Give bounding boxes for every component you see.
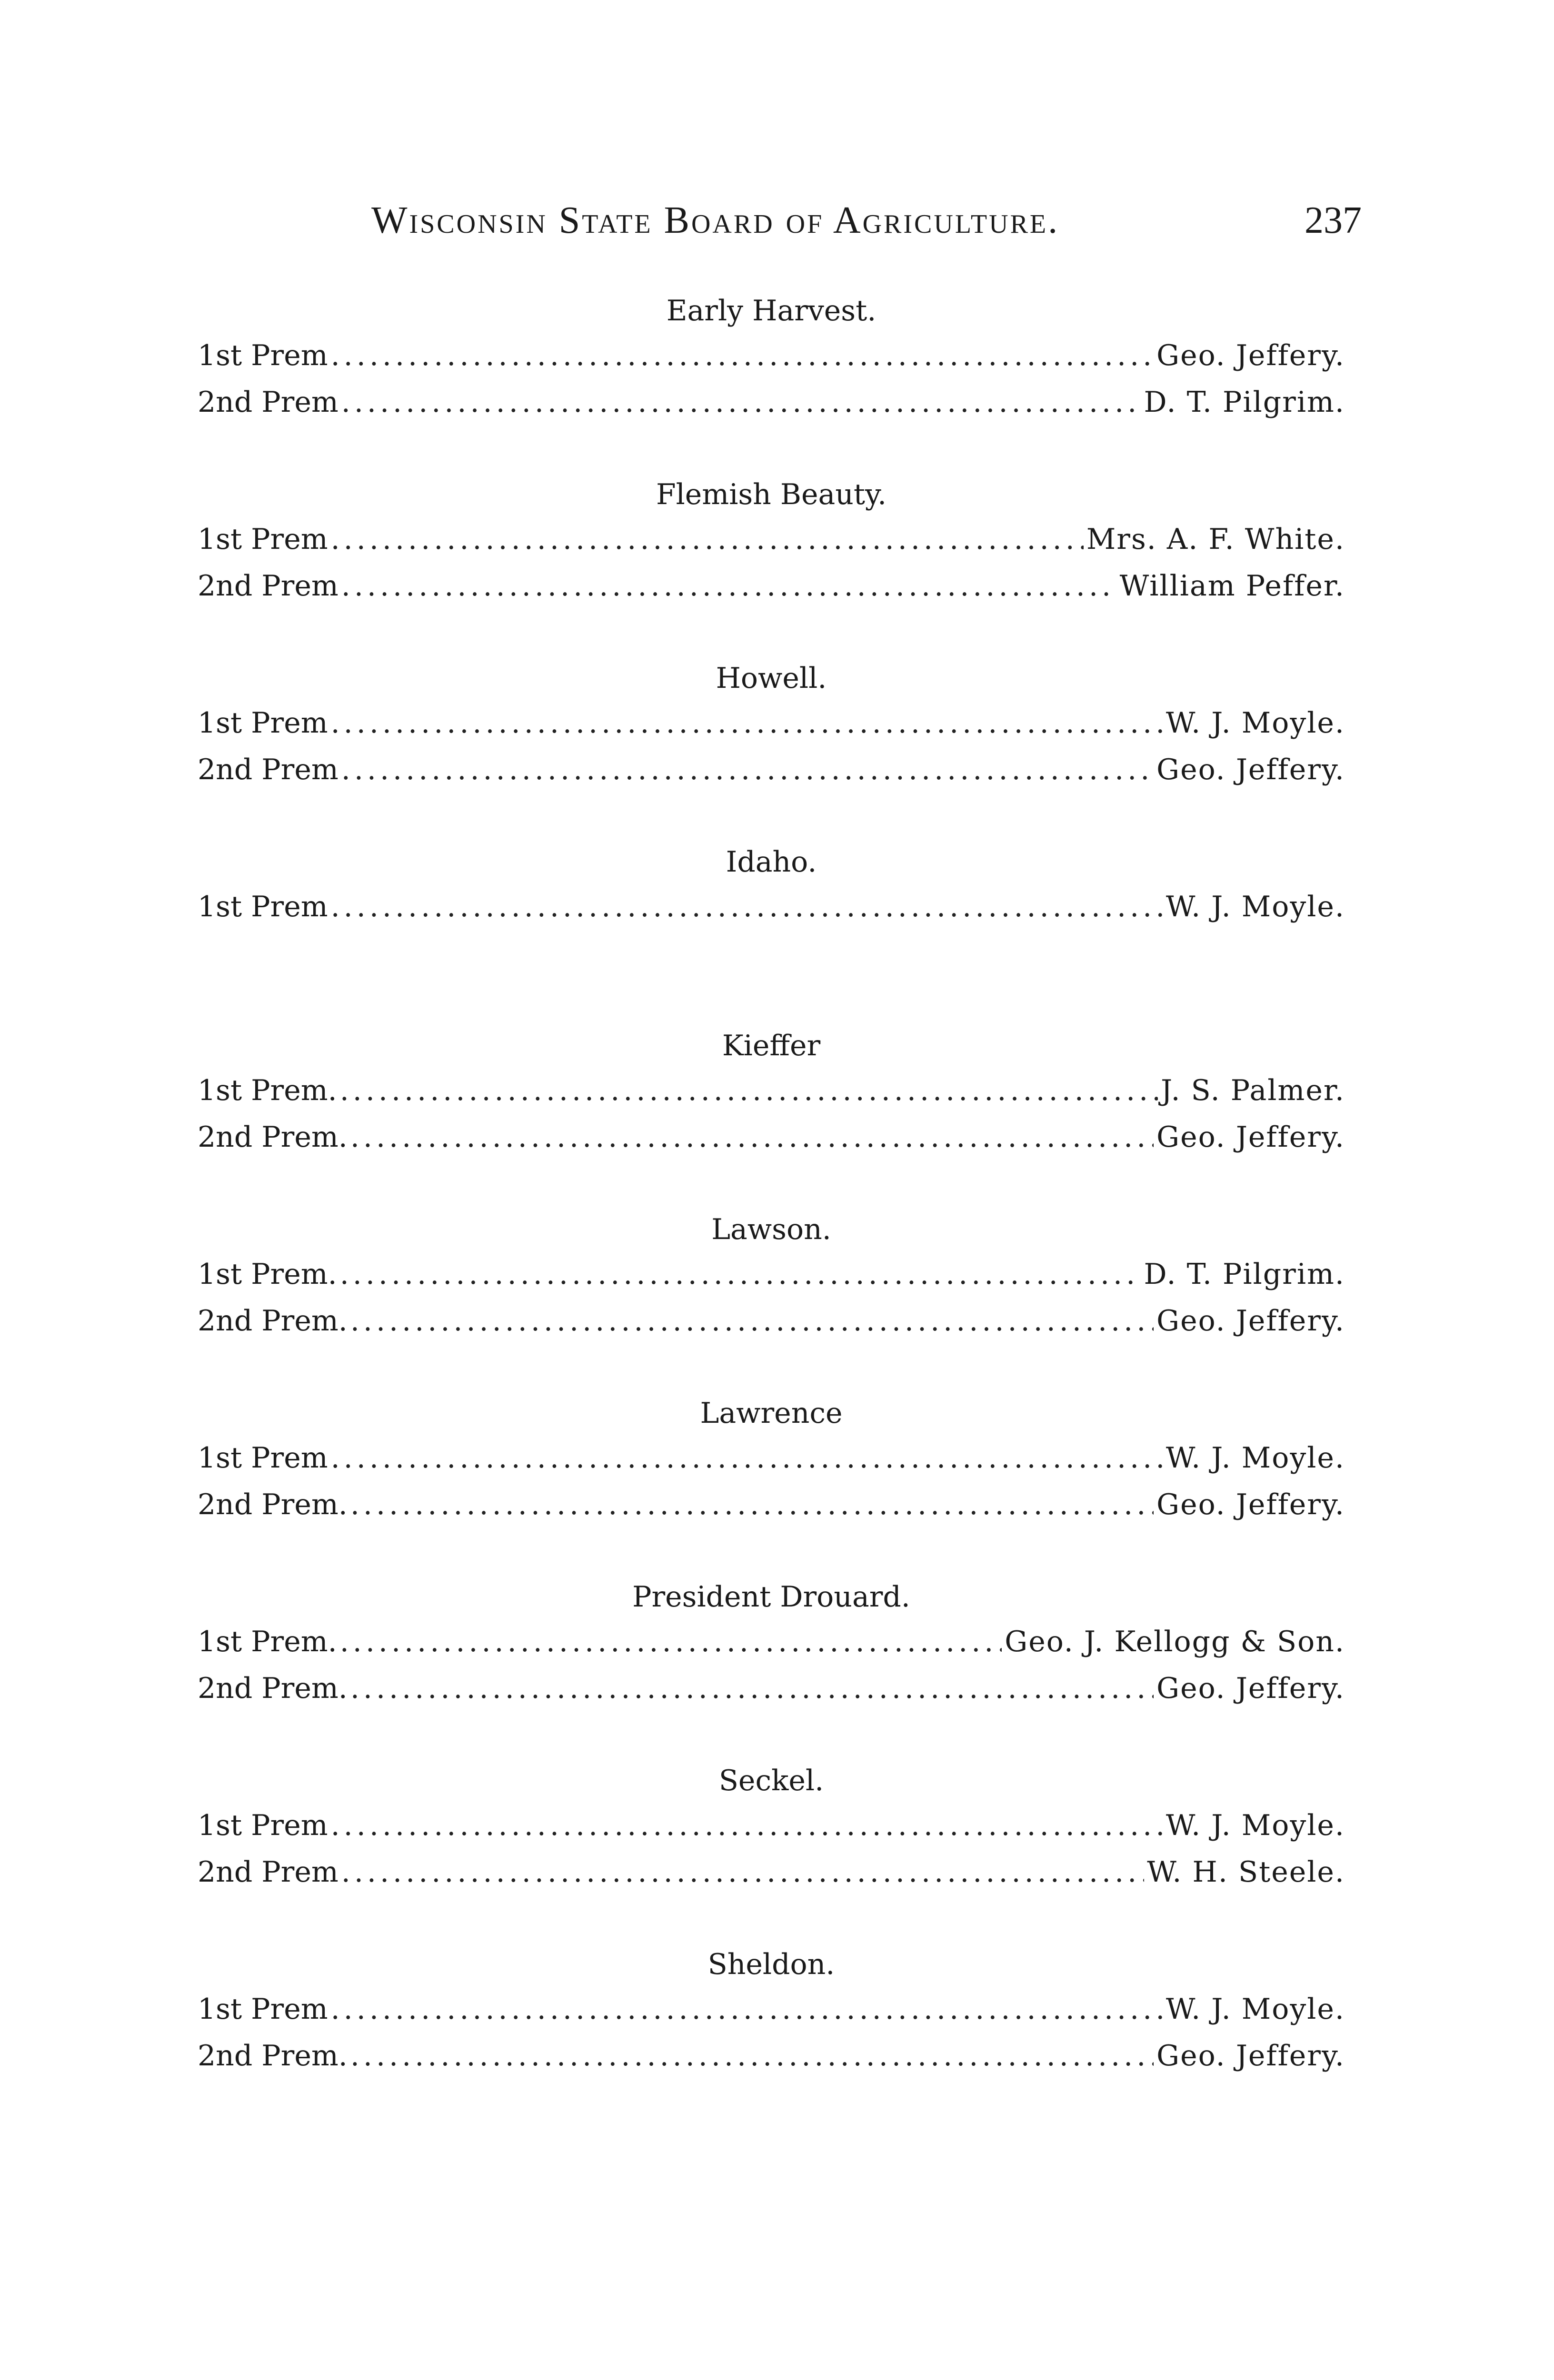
variety-heading: Lawrence bbox=[700, 1397, 843, 1430]
premium-entries bbox=[198, 1625, 1345, 1718]
premium-winner: Geo. J. Kellogg & Son. bbox=[1005, 1625, 1345, 1658]
variety-heading: Idaho. bbox=[726, 845, 817, 879]
premium-entries bbox=[198, 890, 1345, 937]
premium-entries bbox=[198, 706, 1345, 800]
premium-place: 1st Prem bbox=[198, 890, 328, 923]
dot-leader bbox=[350, 1672, 1154, 1705]
dot-leader bbox=[340, 1625, 1002, 1658]
variety-heading: Howell. bbox=[716, 662, 827, 695]
premium-entry bbox=[198, 1441, 1345, 1488]
dot-leader bbox=[331, 706, 1163, 740]
premium-entry bbox=[198, 523, 1345, 569]
variety-heading: President Drouard. bbox=[632, 1580, 910, 1614]
premium-winner: Geo. Jeffery. bbox=[1156, 1121, 1345, 1154]
dot-leader bbox=[350, 1304, 1154, 1338]
premium-winner: W. J. Moyle. bbox=[1166, 1809, 1345, 1842]
premium-place: 2nd Prem bbox=[198, 569, 339, 603]
dot-leader bbox=[331, 890, 1163, 923]
dot-leader bbox=[350, 1121, 1154, 1154]
premium-entries bbox=[198, 339, 1345, 432]
premium-winner: W. J. Moyle. bbox=[1166, 890, 1345, 923]
variety-section bbox=[198, 653, 1345, 837]
premium-entry bbox=[198, 569, 1345, 616]
variety-section bbox=[198, 1755, 1345, 1939]
premium-place: 1st Prem bbox=[198, 339, 328, 372]
variety-heading: Lawson. bbox=[711, 1213, 831, 1246]
variety-section bbox=[198, 286, 1345, 469]
premium-entry bbox=[198, 890, 1345, 937]
premium-place: 2nd Prem bbox=[198, 386, 339, 419]
premium-winner: William Peffer. bbox=[1119, 569, 1345, 603]
premium-winner: Geo. Jeffery. bbox=[1156, 1304, 1345, 1338]
premium-entries bbox=[198, 1074, 1345, 1167]
premium-place: 2nd Prem. bbox=[198, 1121, 348, 1154]
premium-place: 1st Prem bbox=[198, 1441, 328, 1475]
premium-place: 2nd Prem bbox=[198, 753, 339, 786]
premium-entries bbox=[198, 1258, 1345, 1351]
premium-entry bbox=[198, 1809, 1345, 1855]
premium-winner: W. J. Moyle. bbox=[1166, 1441, 1345, 1475]
premium-place: 1st Prem bbox=[198, 1809, 328, 1842]
dot-leader bbox=[350, 1488, 1154, 1521]
premium-entry bbox=[198, 1993, 1345, 2039]
premium-place: 2nd Prem bbox=[198, 1855, 339, 1889]
premium-entries bbox=[198, 1441, 1345, 1535]
premium-winner: W. H. Steele. bbox=[1147, 1855, 1345, 1889]
premium-list bbox=[198, 286, 1345, 2123]
premium-entries bbox=[198, 1809, 1345, 1902]
dot-leader bbox=[331, 1809, 1163, 1842]
variety-section bbox=[198, 469, 1345, 653]
premium-place: 1st Prem. bbox=[198, 1625, 337, 1658]
premium-winner: Mrs. A. F. White. bbox=[1086, 523, 1345, 556]
dot-leader bbox=[340, 1258, 1141, 1291]
premium-entry bbox=[198, 1121, 1345, 1167]
variety-section bbox=[198, 1939, 1345, 2123]
premium-entry bbox=[198, 2039, 1345, 2086]
variety-section bbox=[198, 1021, 1345, 1204]
premium-entry bbox=[198, 386, 1345, 432]
dot-leader bbox=[340, 1074, 1158, 1107]
premium-entries bbox=[198, 1993, 1345, 2086]
variety-section bbox=[198, 1388, 1345, 1572]
premium-place: 1st Prem bbox=[198, 1993, 328, 2026]
premium-winner: Geo. Jeffery. bbox=[1156, 2039, 1345, 2073]
premium-place: 2nd Prem. bbox=[198, 1488, 348, 1521]
running-title: Wisconsin State Board of Agriculture. bbox=[371, 199, 1060, 241]
premium-winner: W. J. Moyle. bbox=[1166, 1993, 1345, 2026]
premium-winner: J. S. Palmer. bbox=[1161, 1074, 1345, 1107]
premium-place: 2nd Prem. bbox=[198, 1304, 348, 1338]
dot-leader bbox=[331, 1993, 1163, 2026]
premium-winner: W. J. Moyle. bbox=[1166, 706, 1345, 740]
premium-winner: Geo. Jeffery. bbox=[1156, 753, 1345, 786]
premium-place: 1st Prem. bbox=[198, 1074, 337, 1107]
premium-winner: Geo. Jeffery. bbox=[1156, 339, 1345, 372]
dot-leader bbox=[341, 386, 1141, 419]
premium-place: 2nd Prem. bbox=[198, 1672, 348, 1705]
dot-leader bbox=[341, 753, 1154, 786]
dot-leader bbox=[331, 523, 1084, 556]
premium-entry bbox=[198, 1625, 1345, 1672]
premium-winner: Geo. Jeffery. bbox=[1156, 1672, 1345, 1705]
page-number: 237 bbox=[1305, 199, 1362, 241]
variety-section bbox=[198, 1204, 1345, 1388]
premium-entry bbox=[198, 1672, 1345, 1718]
variety-heading: Flemish Beauty. bbox=[656, 478, 887, 511]
premium-place: 1st Prem bbox=[198, 523, 328, 556]
dot-leader bbox=[341, 569, 1117, 603]
premium-entry bbox=[198, 1304, 1345, 1351]
premium-entry bbox=[198, 1488, 1345, 1535]
premium-place: 1st Prem bbox=[198, 706, 328, 740]
variety-heading: Kieffer bbox=[722, 1029, 821, 1062]
premium-entry bbox=[198, 1258, 1345, 1304]
premium-winner: D. T. Pilgrim. bbox=[1144, 386, 1345, 419]
premium-winner: Geo. Jeffery. bbox=[1156, 1488, 1345, 1521]
premium-place: 2nd Prem. bbox=[198, 2039, 348, 2073]
dot-leader bbox=[341, 1855, 1144, 1889]
premium-entries bbox=[198, 523, 1345, 616]
dot-leader bbox=[331, 339, 1154, 372]
variety-heading: Early Harvest. bbox=[666, 294, 877, 327]
page-header bbox=[371, 199, 1362, 251]
premium-winner: D. T. Pilgrim. bbox=[1144, 1258, 1345, 1291]
premium-entry bbox=[198, 706, 1345, 753]
premium-entry bbox=[198, 1855, 1345, 1902]
premium-place: 1st Prem. bbox=[198, 1258, 337, 1291]
premium-entry bbox=[198, 753, 1345, 800]
dot-leader bbox=[350, 2039, 1154, 2073]
premium-entry bbox=[198, 1074, 1345, 1121]
variety-heading: Sheldon. bbox=[707, 1948, 835, 1981]
variety-section bbox=[198, 837, 1345, 1021]
variety-heading: Seckel. bbox=[718, 1764, 824, 1797]
premium-entry bbox=[198, 339, 1345, 386]
variety-section bbox=[198, 1572, 1345, 1755]
dot-leader bbox=[331, 1441, 1163, 1475]
